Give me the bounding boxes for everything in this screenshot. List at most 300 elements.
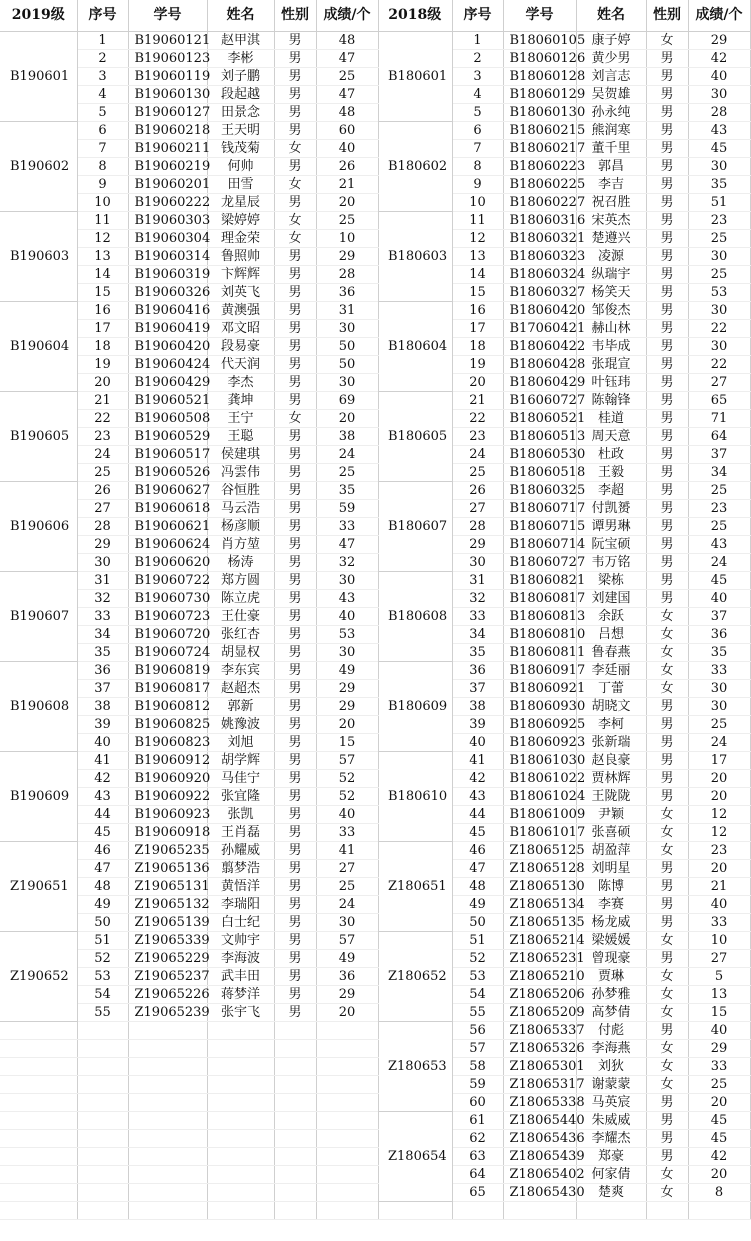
name-cell: 田雪 <box>207 176 274 194</box>
gender-cell: 女 <box>274 176 316 194</box>
class-cell: Z190652 <box>0 932 77 1022</box>
score-cell: 45 <box>688 1112 750 1130</box>
name-cell: 杨涛 <box>207 554 274 572</box>
student-id-cell: B18060227 <box>503 194 576 212</box>
gender-cell: 男 <box>274 68 316 86</box>
gender-cell: 男 <box>646 356 688 374</box>
empty-cell <box>77 1166 128 1184</box>
seq-cell: 35 <box>77 644 128 662</box>
student-id-cell: Z19065237 <box>128 968 207 986</box>
name-cell: 何家倩 <box>576 1166 646 1184</box>
student-id-cell: B19060419 <box>128 320 207 338</box>
empty-cell <box>128 1166 207 1184</box>
gender-cell: 男 <box>646 554 688 572</box>
empty-cell <box>207 1184 274 1202</box>
gender-cell: 男 <box>274 986 316 1004</box>
name-cell: 理金荣 <box>207 230 274 248</box>
name-cell: 宋英杰 <box>576 212 646 230</box>
seq-cell: 10 <box>452 194 503 212</box>
score-cell: 25 <box>316 212 378 230</box>
seq-cell: 36 <box>77 662 128 680</box>
seq-cell: 52 <box>452 950 503 968</box>
seq-cell: 32 <box>77 590 128 608</box>
gender-cell: 男 <box>646 104 688 122</box>
score-cell: 60 <box>316 122 378 140</box>
seq-cell: 48 <box>452 878 503 896</box>
student-id-cell: Z18065439 <box>503 1148 576 1166</box>
name-cell: 贾琳 <box>576 968 646 986</box>
empty-cell <box>688 1202 750 1220</box>
gender-cell: 男 <box>274 572 316 590</box>
empty-cell <box>77 1148 128 1166</box>
gender-cell: 男 <box>274 860 316 878</box>
empty-cell <box>274 1184 316 1202</box>
student-id-cell: Z18065231 <box>503 950 576 968</box>
student-id-cell: B18061030 <box>503 752 576 770</box>
gender-cell: 男 <box>646 374 688 392</box>
student-id-cell: B18060513 <box>503 428 576 446</box>
empty-row <box>0 1202 378 1220</box>
gender-cell: 女 <box>274 230 316 248</box>
name-cell: 武丰田 <box>207 968 274 986</box>
name-cell: 刘狄 <box>576 1058 646 1076</box>
score-cell: 30 <box>688 338 750 356</box>
student-id-cell: B19060825 <box>128 716 207 734</box>
gender-cell: 男 <box>646 86 688 104</box>
student-id-cell: B19060823 <box>128 734 207 752</box>
student-id-cell: B19060319 <box>128 266 207 284</box>
gender-cell: 女 <box>646 1004 688 1022</box>
name-cell: 杜政 <box>576 446 646 464</box>
gender-cell: 男 <box>646 1148 688 1166</box>
student-id-cell: Z18065209 <box>503 1004 576 1022</box>
empty-cell <box>128 1094 207 1112</box>
student-id-cell: B19060303 <box>128 212 207 230</box>
gender-cell: 男 <box>274 554 316 572</box>
seq-cell: 20 <box>77 374 128 392</box>
name-cell: 梁婷婷 <box>207 212 274 230</box>
score-cell: 21 <box>688 878 750 896</box>
gender-cell: 男 <box>274 158 316 176</box>
seq-cell: 50 <box>77 914 128 932</box>
seq-cell: 59 <box>452 1076 503 1094</box>
table-row <box>378 122 750 140</box>
seq-cell: 3 <box>452 68 503 86</box>
class-cell: Z180652 <box>378 932 452 1022</box>
seq-cell: 55 <box>452 1004 503 1022</box>
score-cell: 5 <box>688 968 750 986</box>
name-cell: 韦毕成 <box>576 338 646 356</box>
gender-cell: 女 <box>646 842 688 860</box>
score-cell: 20 <box>688 1094 750 1112</box>
gender-cell: 男 <box>274 680 316 698</box>
gender-cell: 男 <box>274 86 316 104</box>
student-id-cell: B19060817 <box>128 680 207 698</box>
score-cell: 20 <box>316 194 378 212</box>
seq-cell: 42 <box>452 770 503 788</box>
gender-cell: 男 <box>646 410 688 428</box>
name-cell: 凌源 <box>576 248 646 266</box>
table-row <box>378 572 750 590</box>
gender-cell: 女 <box>646 1040 688 1058</box>
score-cell: 22 <box>688 320 750 338</box>
seq-cell: 18 <box>77 338 128 356</box>
column-header: 序号 <box>77 0 128 32</box>
name-cell: 卞辉辉 <box>207 266 274 284</box>
student-id-cell: B18060217 <box>503 140 576 158</box>
empty-cell <box>316 1148 378 1166</box>
seq-cell: 14 <box>77 266 128 284</box>
name-cell: 余跃 <box>576 608 646 626</box>
score-cell: 30 <box>688 248 750 266</box>
score-cell: 32 <box>316 554 378 572</box>
seq-cell: 49 <box>77 896 128 914</box>
student-id-cell: B18061017 <box>503 824 576 842</box>
empty-row <box>0 1094 378 1112</box>
seq-cell: 41 <box>77 752 128 770</box>
student-id-cell: B19060620 <box>128 554 207 572</box>
class-cell: B190609 <box>0 752 77 842</box>
seq-cell: 19 <box>77 356 128 374</box>
student-id-cell: B18060316 <box>503 212 576 230</box>
student-id-cell: B19060127 <box>128 104 207 122</box>
score-cell: 33 <box>688 662 750 680</box>
name-cell: 马英宸 <box>576 1094 646 1112</box>
student-id-cell: B18060810 <box>503 626 576 644</box>
gender-cell: 男 <box>274 932 316 950</box>
name-cell: 刘英飞 <box>207 284 274 302</box>
empty-cell <box>0 1094 77 1112</box>
empty-cell <box>0 1184 77 1202</box>
student-id-cell: B19060529 <box>128 428 207 446</box>
gender-cell: 男 <box>274 842 316 860</box>
score-cell: 24 <box>316 896 378 914</box>
seq-cell: 54 <box>452 986 503 1004</box>
name-cell: 李杰 <box>207 374 274 392</box>
table-row <box>378 32 750 50</box>
table-row <box>378 1112 750 1130</box>
gender-cell: 男 <box>274 608 316 626</box>
empty-cell <box>274 1130 316 1148</box>
seq-cell: 34 <box>452 626 503 644</box>
gender-cell: 男 <box>646 698 688 716</box>
seq-cell: 29 <box>77 536 128 554</box>
gender-cell: 女 <box>646 1076 688 1094</box>
name-cell: 翦梦浩 <box>207 860 274 878</box>
score-cell: 13 <box>688 986 750 1004</box>
seq-cell: 40 <box>77 734 128 752</box>
seq-cell: 9 <box>77 176 128 194</box>
grade-header: 2018级 <box>378 0 452 32</box>
name-cell: 邹俊杰 <box>576 302 646 320</box>
table-row <box>378 302 750 320</box>
student-id-cell: B19060508 <box>128 410 207 428</box>
score-cell: 47 <box>316 50 378 68</box>
score-cell: 23 <box>688 842 750 860</box>
student-id-cell: B18060130 <box>503 104 576 122</box>
seq-cell: 28 <box>452 518 503 536</box>
student-id-cell: Z19065131 <box>128 878 207 896</box>
seq-cell: 57 <box>452 1040 503 1058</box>
student-id-cell: B19060222 <box>128 194 207 212</box>
name-cell: 周天意 <box>576 428 646 446</box>
gender-cell: 男 <box>646 1094 688 1112</box>
name-cell: 王毅 <box>576 464 646 482</box>
student-id-cell: Z18065436 <box>503 1130 576 1148</box>
empty-row <box>378 1202 750 1220</box>
empty-cell <box>378 1202 452 1220</box>
seq-cell: 30 <box>452 554 503 572</box>
gender-cell: 男 <box>646 284 688 302</box>
score-cell: 30 <box>688 698 750 716</box>
gender-cell: 男 <box>646 914 688 932</box>
score-cell: 20 <box>688 770 750 788</box>
name-cell: 高梦倩 <box>576 1004 646 1022</box>
student-id-cell: B18060714 <box>503 536 576 554</box>
seq-cell: 45 <box>452 824 503 842</box>
score-cell: 37 <box>688 446 750 464</box>
name-cell: 胡晓文 <box>576 698 646 716</box>
score-cell: 21 <box>316 176 378 194</box>
gender-cell: 男 <box>274 302 316 320</box>
seq-cell: 60 <box>452 1094 503 1112</box>
score-cell: 30 <box>316 320 378 338</box>
gender-cell: 男 <box>646 194 688 212</box>
score-cell: 57 <box>316 752 378 770</box>
gender-cell: 男 <box>274 518 316 536</box>
score-cell: 25 <box>688 482 750 500</box>
name-cell: 李吉 <box>576 176 646 194</box>
name-cell: 段易豪 <box>207 338 274 356</box>
gender-cell: 男 <box>646 1022 688 1040</box>
score-cell: 53 <box>316 626 378 644</box>
gender-cell: 男 <box>646 212 688 230</box>
name-cell: 李耀杰 <box>576 1130 646 1148</box>
seq-cell: 47 <box>77 860 128 878</box>
empty-cell <box>316 1076 378 1094</box>
empty-cell <box>0 1112 77 1130</box>
column-header: 学号 <box>503 0 576 32</box>
gender-cell: 男 <box>274 896 316 914</box>
score-cell: 30 <box>688 680 750 698</box>
empty-cell <box>77 1202 128 1220</box>
seq-cell: 46 <box>77 842 128 860</box>
seq-cell: 7 <box>452 140 503 158</box>
name-cell: 付凯赟 <box>576 500 646 518</box>
name-cell: 邓文昭 <box>207 320 274 338</box>
gender-cell: 男 <box>274 356 316 374</box>
student-id-cell: B19060517 <box>128 446 207 464</box>
seq-cell: 5 <box>77 104 128 122</box>
score-cell: 40 <box>688 896 750 914</box>
student-id-cell: Z18065326 <box>503 1040 576 1058</box>
seq-cell: 39 <box>452 716 503 734</box>
empty-cell <box>0 1076 77 1094</box>
score-cell: 59 <box>316 500 378 518</box>
score-cell: 40 <box>688 1022 750 1040</box>
empty-cell <box>0 1202 77 1220</box>
class-cell: B190603 <box>0 212 77 302</box>
gender-cell: 男 <box>646 158 688 176</box>
name-cell: 张琨宣 <box>576 356 646 374</box>
seq-cell: 9 <box>452 176 503 194</box>
name-cell: 楚爽 <box>576 1184 646 1202</box>
student-id-cell: Z18065135 <box>503 914 576 932</box>
table-body <box>378 32 750 1220</box>
gender-cell: 男 <box>646 302 688 320</box>
seq-cell: 17 <box>77 320 128 338</box>
seq-cell: 40 <box>452 734 503 752</box>
student-id-cell: B18060921 <box>503 680 576 698</box>
name-cell: 王陇陇 <box>576 788 646 806</box>
empty-cell <box>646 1202 688 1220</box>
name-cell: 陈翰锋 <box>576 392 646 410</box>
student-id-cell: B19060429 <box>128 374 207 392</box>
seq-cell: 54 <box>77 986 128 1004</box>
name-cell: 胡显权 <box>207 644 274 662</box>
gender-cell: 男 <box>274 1004 316 1022</box>
gender-cell: 女 <box>646 626 688 644</box>
seq-cell: 11 <box>77 212 128 230</box>
score-cell: 28 <box>688 104 750 122</box>
score-cell: 40 <box>316 806 378 824</box>
gender-cell: 男 <box>274 752 316 770</box>
student-id-cell: B18060925 <box>503 716 576 734</box>
seq-cell: 31 <box>452 572 503 590</box>
seq-cell: 45 <box>77 824 128 842</box>
gender-cell: 男 <box>646 716 688 734</box>
score-cell: 24 <box>688 554 750 572</box>
gender-cell: 男 <box>274 122 316 140</box>
name-cell: 张宜隆 <box>207 788 274 806</box>
seq-cell: 29 <box>452 536 503 554</box>
class-cell: B180609 <box>378 662 452 752</box>
empty-cell <box>128 1148 207 1166</box>
name-cell: 阮宝硕 <box>576 536 646 554</box>
empty-row <box>0 1076 378 1094</box>
student-id-cell: B18060521 <box>503 410 576 428</box>
score-cell: 27 <box>316 860 378 878</box>
gender-cell: 男 <box>646 734 688 752</box>
gender-cell: 女 <box>646 1184 688 1202</box>
name-cell: 杨龙威 <box>576 914 646 932</box>
score-cell: 49 <box>316 662 378 680</box>
score-cell: 52 <box>316 770 378 788</box>
empty-cell <box>0 1058 77 1076</box>
score-cell: 30 <box>316 572 378 590</box>
gender-cell: 女 <box>646 986 688 1004</box>
gender-cell: 男 <box>646 860 688 878</box>
table-row <box>0 122 378 140</box>
name-cell: 贾林辉 <box>576 770 646 788</box>
score-cell: 40 <box>688 68 750 86</box>
student-id-cell: Z19065139 <box>128 914 207 932</box>
student-id-cell: Z18065338 <box>503 1094 576 1112</box>
name-cell: 代天润 <box>207 356 274 374</box>
name-cell: 刘子鹏 <box>207 68 274 86</box>
student-id-cell: B18061009 <box>503 806 576 824</box>
gender-cell: 男 <box>646 500 688 518</box>
student-id-cell: B17060421 <box>503 320 576 338</box>
table-row <box>0 572 378 590</box>
seq-cell: 53 <box>452 968 503 986</box>
seq-cell: 49 <box>452 896 503 914</box>
gender-cell: 男 <box>274 374 316 392</box>
score-cell: 29 <box>688 1040 750 1058</box>
name-cell: 孙梦雅 <box>576 986 646 1004</box>
gender-cell: 男 <box>274 284 316 302</box>
student-id-cell: B18060225 <box>503 176 576 194</box>
score-cell: 30 <box>688 158 750 176</box>
student-id-cell: B19060627 <box>128 482 207 500</box>
seq-cell: 26 <box>77 482 128 500</box>
class-cell: B190608 <box>0 662 77 752</box>
seq-cell: 38 <box>77 698 128 716</box>
class-cell: B190606 <box>0 482 77 572</box>
student-id-cell: B18060821 <box>503 572 576 590</box>
score-cell: 25 <box>688 518 750 536</box>
name-cell: 侯建琪 <box>207 446 274 464</box>
empty-cell <box>128 1058 207 1076</box>
empty-cell <box>207 1202 274 1220</box>
student-id-cell: B19060304 <box>128 230 207 248</box>
name-cell: 姚豫波 <box>207 716 274 734</box>
name-cell: 李超 <box>576 482 646 500</box>
gender-cell: 男 <box>646 788 688 806</box>
name-cell: 陈博 <box>576 878 646 896</box>
name-cell: 鲁照帅 <box>207 248 274 266</box>
gender-cell: 男 <box>646 122 688 140</box>
gender-cell: 男 <box>646 590 688 608</box>
score-cell: 15 <box>316 734 378 752</box>
student-id-cell: B18061024 <box>503 788 576 806</box>
student-id-cell: B19060730 <box>128 590 207 608</box>
seq-cell: 16 <box>452 302 503 320</box>
table-row <box>378 932 750 950</box>
seq-cell: 63 <box>452 1148 503 1166</box>
student-id-cell: B19060920 <box>128 770 207 788</box>
name-cell: 赵甲淇 <box>207 32 274 50</box>
gender-cell: 男 <box>274 428 316 446</box>
student-id-cell: B18060327 <box>503 284 576 302</box>
student-id-cell: B18060422 <box>503 338 576 356</box>
gender-cell: 女 <box>646 1166 688 1184</box>
score-cell: 37 <box>688 608 750 626</box>
gender-cell: 女 <box>646 662 688 680</box>
name-cell: 白士纪 <box>207 914 274 932</box>
student-id-cell: B19060812 <box>128 698 207 716</box>
student-id-cell: Z19065339 <box>128 932 207 950</box>
score-cell: 35 <box>688 644 750 662</box>
score-cell: 10 <box>316 230 378 248</box>
name-cell: 马云浩 <box>207 500 274 518</box>
header-row <box>0 0 378 32</box>
name-cell: 张红杏 <box>207 626 274 644</box>
gender-cell: 男 <box>274 266 316 284</box>
name-cell: 郑方圆 <box>207 572 274 590</box>
table-row <box>378 482 750 500</box>
name-cell: 谭男琳 <box>576 518 646 536</box>
gender-cell: 男 <box>646 518 688 536</box>
empty-cell <box>207 1112 274 1130</box>
student-id-cell: Z19065235 <box>128 842 207 860</box>
seq-cell: 12 <box>77 230 128 248</box>
empty-cell <box>207 1148 274 1166</box>
name-cell: 王宁 <box>207 410 274 428</box>
empty-cell <box>77 1076 128 1094</box>
gender-cell: 男 <box>646 248 688 266</box>
student-id-cell: B18060518 <box>503 464 576 482</box>
